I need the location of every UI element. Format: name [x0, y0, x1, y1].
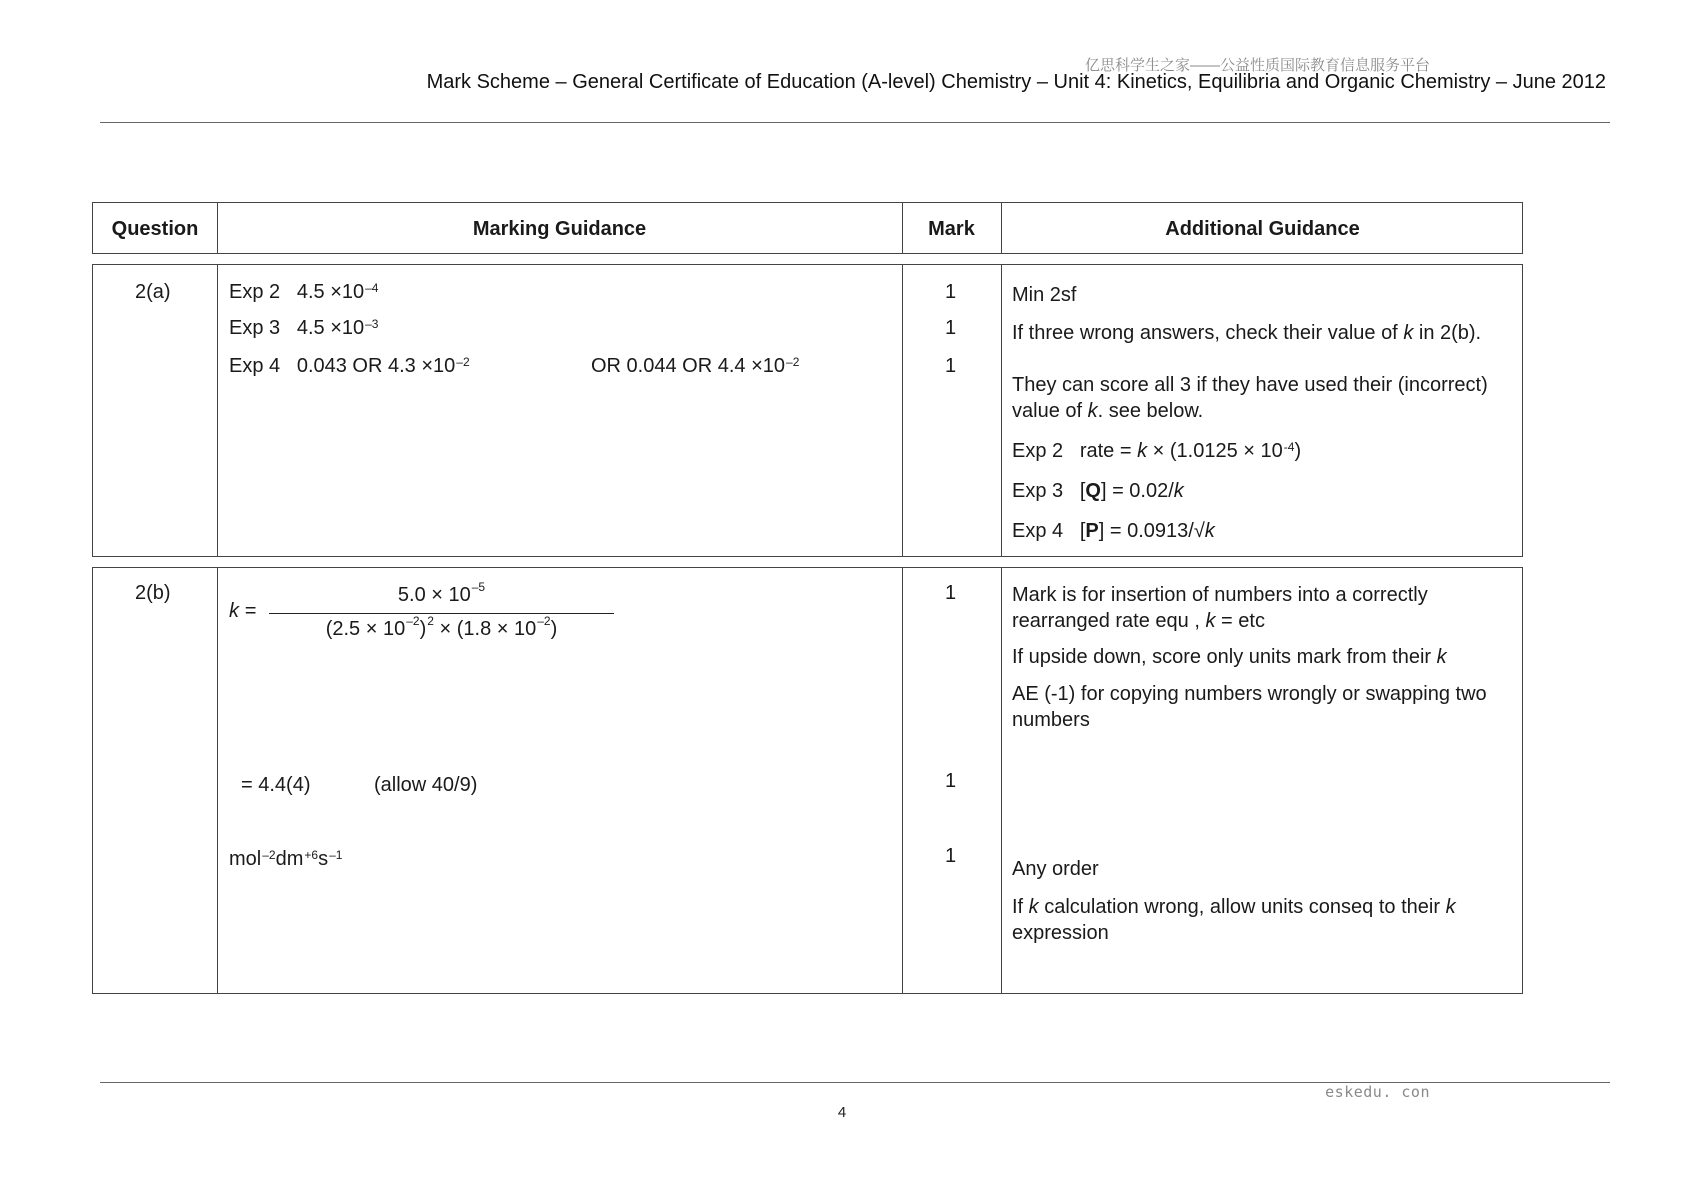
guidance-line-exp3: Exp 3 $4.5 \times 10^{-3}$: [229, 317, 379, 339]
question-number: 2(b): [135, 582, 171, 604]
header-watermark: 亿思科学生之家——公益性质国际教育信息服务平台: [1084, 57, 1430, 74]
additional-exp4-p: Exp 4 [P] = 0.0913/√k: [1012, 520, 1215, 542]
column-divider: [902, 568, 903, 993]
additional-wrong-answers: If three wrong answers, check their value of k in 2(b).: [1012, 322, 1482, 344]
page-number: 4: [837, 1104, 847, 1121]
footer-watermark: eskedu. con: [1325, 1083, 1430, 1101]
additional-calc-wrong: If k calculation wrong, allow units conseq to their k expression: [1012, 896, 1456, 944]
mark-value: 1: [945, 845, 957, 867]
guidance-line-exp2: Exp 2 $4.5 \times 10^{-4}$: [229, 281, 379, 303]
column-header-additional-guidance: Additional Guidance: [1165, 218, 1360, 240]
column-divider: [217, 265, 218, 556]
additional-any-order: Any order: [1012, 858, 1099, 880]
column-divider: [1001, 265, 1002, 556]
question-2a-row: [92, 264, 1523, 557]
guidance-line-exp4-alternative: OR 0.044 OR $4.4 \times 10^{-2}$: [591, 355, 800, 377]
mark-value: 1: [945, 281, 957, 303]
additional-exp3-q: Exp 3 [Q] = 0.02/k: [1012, 480, 1184, 502]
guidance-line-exp4: Exp 4 0.043 OR $4.3 \times 10^{-2}$: [229, 355, 470, 377]
k-equals-label: k =: [229, 600, 257, 622]
header-rule: [100, 122, 1610, 123]
additional-exp2-rate: Exp 2 rate = $k \times (1.0125 \times 10^{-4})$: [1012, 440, 1302, 462]
k-units: $mol^{-2}dm^{+6}s^{-1}$: [229, 848, 343, 870]
question-2b-row: [92, 567, 1523, 994]
additional-mark-insertion: Mark is for insertion of numbers into a correctly rearranged rate equ , k = etc: [1012, 584, 1428, 632]
fraction-numerator: $5.0 \times 10^{-5}$: [397, 580, 486, 606]
column-header-question: Question: [111, 218, 199, 240]
column-header-marking-guidance: Marking Guidance: [472, 218, 647, 240]
column-divider: [1001, 568, 1002, 993]
additional-ae: AE (-1) for copying numbers wrongly or swapping two numbers: [1012, 683, 1487, 731]
fraction-bar: [269, 613, 614, 614]
additional-min-2sf: Min 2sf: [1012, 284, 1077, 306]
column-header-row: [92, 202, 1523, 254]
allow-note: (allow 40/9): [374, 774, 478, 796]
column-header-mark: Mark: [928, 218, 975, 240]
mark-value: 1: [945, 582, 957, 604]
page-header-title: Mark Scheme – General Certificate of Education (A-level) Chemistry – Unit 4: Kinetics, Equilibria and Organic Chemistry – June 2012: [426, 71, 1606, 93]
mark-value: 1: [945, 770, 957, 792]
additional-upside-down: If upside down, score only units mark from their k: [1012, 646, 1447, 668]
question-number: 2(a): [135, 281, 171, 303]
fraction-denominator: $(2.5 \times 10^{-2})^2 \times (1.8 \times 10^{-2})$: [325, 614, 558, 640]
k-result: = 4.4(4): [241, 774, 311, 796]
column-divider: [902, 265, 903, 556]
column-divider: [217, 568, 218, 993]
mark-value: 1: [945, 355, 957, 377]
additional-score-all: They can score all 3 if they have used their (incorrect) value of k. see below.: [1012, 374, 1488, 422]
mark-value: 1: [945, 317, 957, 339]
